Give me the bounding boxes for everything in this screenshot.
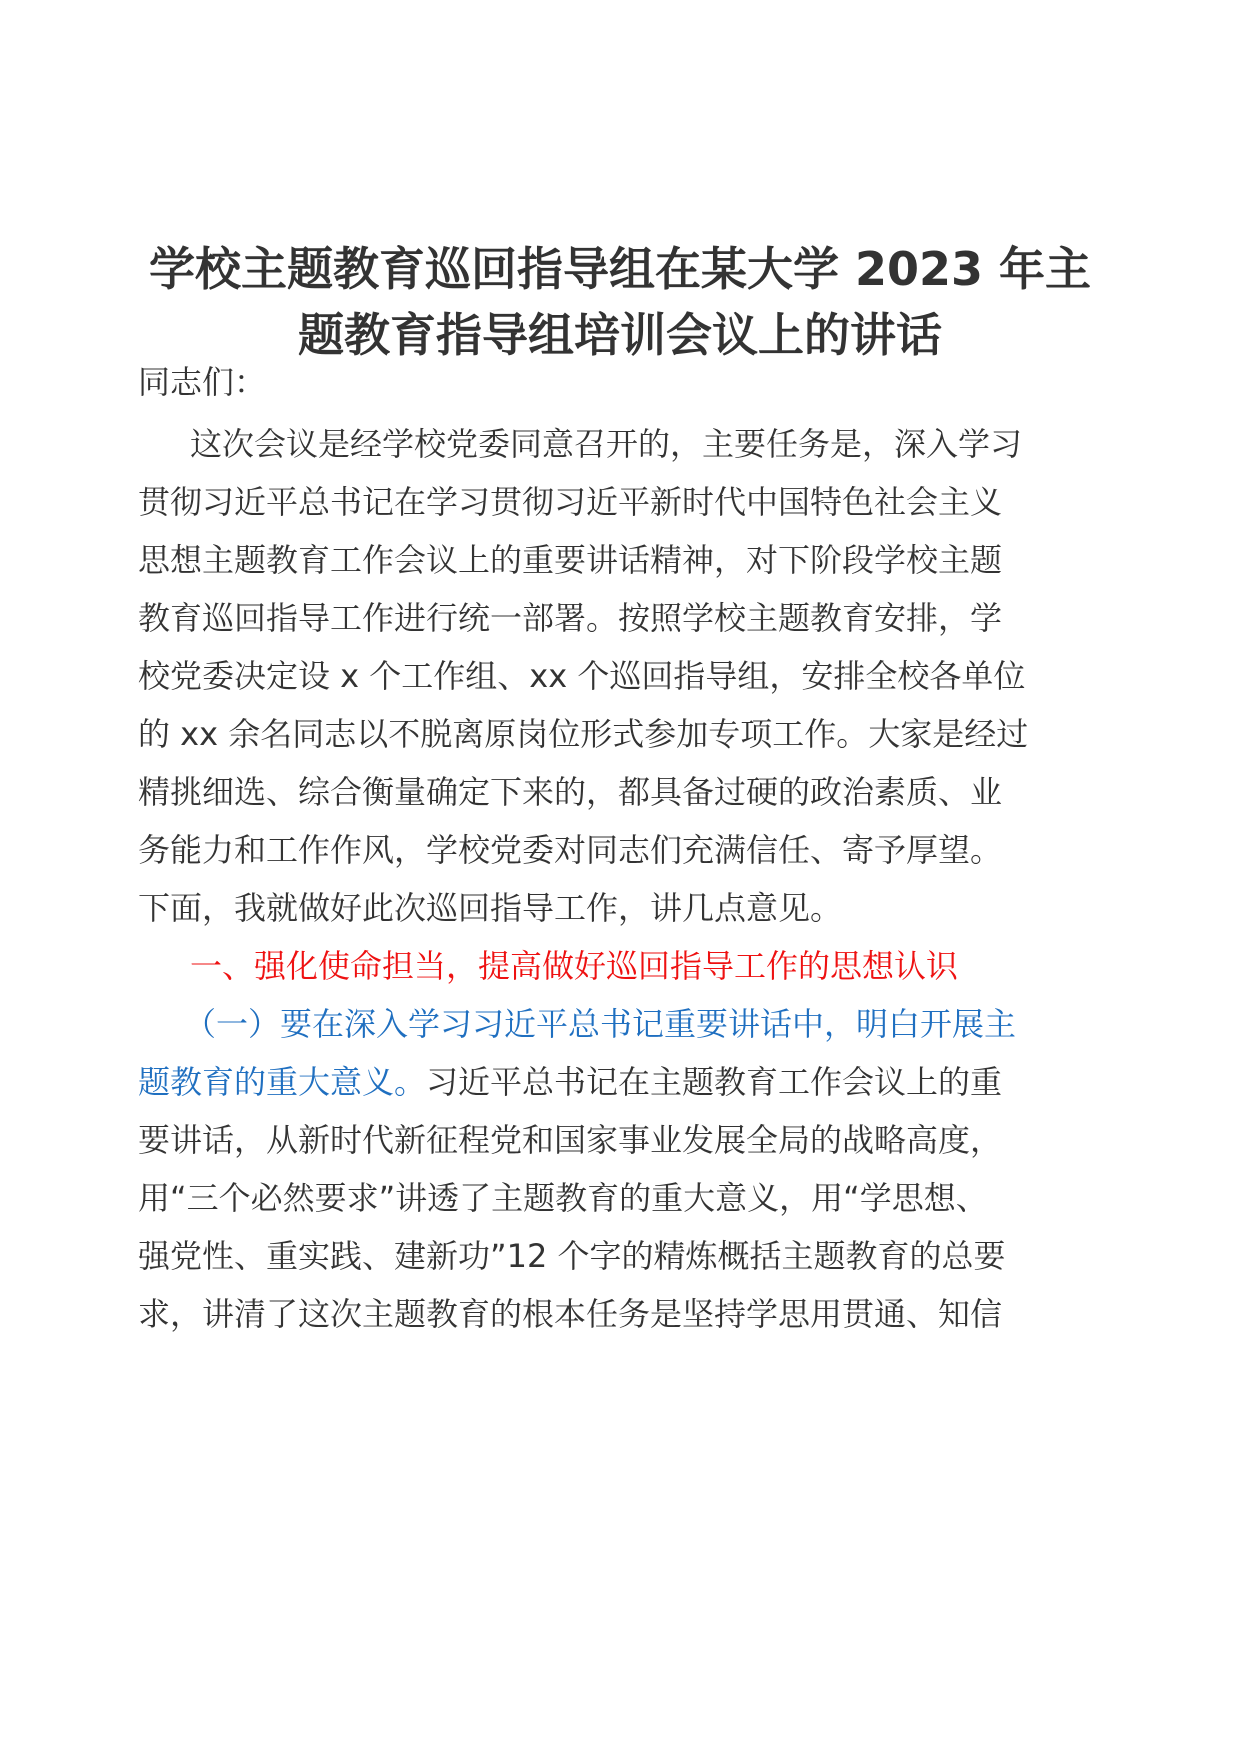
subheading-1: （一）要在深入学习习近平总书记重要讲话中，明白开展主: [184, 1005, 1017, 1043]
title-line-2: 题教育指导组培训会议上的讲话: [298, 308, 942, 362]
document-title: [140, 236, 1100, 368]
subheading-1-continued: 题教育的重大意义。: [138, 1063, 427, 1101]
paragraph-2-line: 用“三个必然要求”讲透了主题教育的重大意义，用“学思想、: [138, 1179, 988, 1217]
paragraph-1-line: 教育巡回指导工作进行统一部署。按照学校主题教育安排，学: [138, 599, 1003, 637]
paragraph-1-line: 的 xx 余名同志以不脱离原岗位形式参加专项工作。大家是经过: [138, 715, 1029, 753]
paragraph-2-line: [138, 1062, 1002, 1102]
paragraph-2-line: 强党性、重实践、建新功”12 个字的精炼概括主题教育的总要: [138, 1237, 1006, 1275]
paragraph-1-line: 贯彻习近平总书记在学习贯彻习近平新时代中国特色社会主义: [138, 483, 1003, 521]
document-page: 学校主题教育巡回指导组在某大学 2023 年主 题教育指导组培训会议上的讲话 同志们： 这次会议是经学校党委同意召开的，主要任务是，深入学习 贯彻习近平总书记在学习贯彻习近平新时代中国特色社会主义 思想主题教育工作会议上的重要讲话精神，对下阶段学校主题 教育巡回指导工作进行统一部署。按照学校主题教育安排，学 校党委决定设 x 个工作组、xx 个巡回指导组，安排全校各单位 的 xx 余名同志以不脱离原岗位形式参加专项工作。大家是经过 精挑细选、综合衡量确定下来的，都具备过硬的政治素质、业 务能力和工作作风，学校党委对同志们充满信任、寄予厚望。 下面，我就做好此次巡回指导工作，讲几点意见。 一、强化使命担当，提高做好巡回指导工作的思想认识 （一）要在深入学习习近平总书记重要讲话中，明白开展主 题教育的重大意义。习近平总书记在主题教育工作会议上的重 要讲话，从新时代新征程党和国家事业发展全局的战略高度， 用“三个必然要求”讲透了主题教育的重大意义，用“学思想、 强党性、重实践、建新功”12 个字的精炼概括主题教育的总要 求，讲清了这次主题教育的根本任务是坚持学思用贯通、知信: [0, 0, 1240, 1754]
paragraph-1-line: 下面，我就做好此次巡回指导工作，讲几点意见。: [138, 889, 843, 927]
paragraph-2-start: 习近平总书记在主题教育工作会议上的重: [426, 1063, 1003, 1101]
paragraph-2-line: 求，讲清了这次主题教育的根本任务是坚持学思用贯通、知信: [138, 1295, 1003, 1333]
paragraph-1-line: 校党委决定设 x 个工作组、xx 个巡回指导组，安排全校各单位: [138, 657, 1026, 695]
paragraph-1-line: 思想主题教育工作会议上的重要讲话精神，对下阶段学校主题: [138, 541, 1003, 579]
paragraph-1-line: 精挑细选、综合衡量确定下来的，都具备过硬的政治素质、业: [138, 773, 1003, 811]
paragraph-1-line: 这次会议是经学校党委同意召开的，主要任务是，深入学习: [190, 425, 1023, 463]
paragraph-2-line: 要讲话，从新时代新征程党和国家事业发展全局的战略高度，: [138, 1121, 1003, 1159]
title-line-1: 学校主题教育巡回指导组在某大学 2023 年主: [148, 242, 1092, 296]
paragraph-1-line: 务能力和工作作风，学校党委对同志们充满信任、寄予厚望。: [138, 831, 1003, 869]
